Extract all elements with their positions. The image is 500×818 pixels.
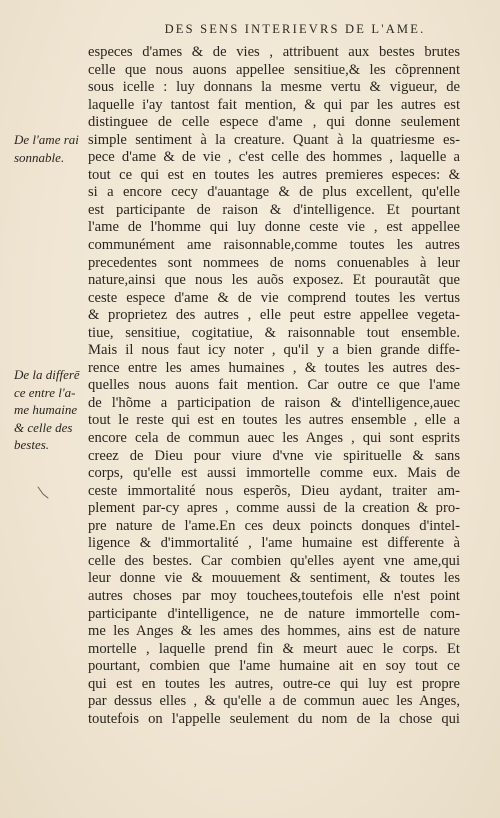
- text-line: ligence & d'immortalité , l'ame humaine est differente à: [88, 535, 460, 552]
- text-line: & proprietez des autres , elle peut estre appellee vegeta-: [88, 307, 460, 324]
- text-line: creez de Dieu pour viure d'vne vie spirituelle & sans: [88, 447, 460, 464]
- text-line: participante d'intelligence, ne de nature immortelle com-: [88, 605, 460, 622]
- text-line: rence entre les ames humaines , & toutes les autres des-: [88, 359, 460, 376]
- text-line: mortelle , laquelle prend fin & meurt auec le corps. Et: [88, 640, 460, 657]
- text-line: laquelle i'ay tantost fait mention, & qui par les autres est: [88, 96, 460, 113]
- text-line: quelles nous auons fait mention. Car outre ce que l'ame: [88, 377, 460, 394]
- text-line: est participante de raison & d'intelligence. Et pourtant: [88, 201, 460, 218]
- text-line: celle des bestes. Car combien qu'elles ayent vne ame,qui: [88, 552, 460, 569]
- text-line: pourtant, combien que l'ame humaine ait en soy tout ce: [88, 658, 460, 675]
- margin-note-line: bestes.: [14, 437, 50, 453]
- margin-note-line: sonnable.: [14, 149, 65, 165]
- margin-note-line: ce entre l'a-: [14, 384, 76, 400]
- text-line: precedentes sont nommees de noms conuenables à leur: [88, 254, 460, 271]
- text-line: distinguee de celle espece d'ame , qui donne seulement: [88, 114, 460, 131]
- text-line: pre nature de l'ame.En ces deux poincts donques d'intel-: [88, 517, 460, 534]
- text-line: autres choses par moy touchees,toutefois elle n'est point: [88, 587, 460, 604]
- body-text: [88, 44, 460, 728]
- text-line: pece d'ame & de vie , c'est celle des hommes , laquelle a: [88, 149, 460, 166]
- text-line: plement par-cy apres , comme aussi de la creation & pro-: [88, 500, 460, 517]
- text-line: Mais il nous faut icy noter , qu'il y a bien grande diffe-: [88, 342, 460, 359]
- margin-note-difference: [14, 366, 92, 454]
- text-line: toutefois on l'appelle seulement du nom de la chose qui: [88, 710, 460, 727]
- text-line: si a encore cecy d'auantage & de plus excellent, qu'elle: [88, 184, 460, 201]
- margin-note-line: me humaine: [14, 402, 78, 418]
- text-line: qui est en toutes les autres, outre-ce qui luy est propre: [88, 675, 460, 692]
- text-line: l'ame de l'homme qui luy donne ceste vie , est appellee: [88, 219, 460, 236]
- pencil-mark-icon: [36, 485, 50, 501]
- text-line: ceste immortalité nous esperõs, Dieu aydant, traiter am-: [88, 482, 460, 499]
- text-line: nature,ainsi que nous les auõs exposez. Et pourautãt que: [88, 272, 460, 289]
- text-line: especes d'ames & de vies , attribuent aux bestes brutes: [88, 44, 460, 60]
- text-line: communément ame raisonnable,comme toutes les autres: [88, 237, 460, 254]
- margin-note-line: De l'ame rai: [14, 132, 79, 147]
- text-line: leur donne vie & mouuement & sentiment, & toutes les: [88, 570, 460, 587]
- text-line: me les Anges & les ames des hommes, ains est de nature: [88, 623, 460, 640]
- margin-note-line: & celle des: [14, 419, 73, 435]
- text-line: ceste espece d'ame & de vie comprend toutes les vertus: [88, 289, 460, 306]
- text-line: tout ce qui est en toutes les autres premieres especes: &: [88, 166, 460, 183]
- margin-note-rational-soul: [14, 131, 92, 166]
- text-line: par dessus elles , & qu'elle a de commun auec les Anges,: [88, 693, 460, 710]
- text-line: tout le reste qui est en toutes les autres ensemble , elle a: [88, 412, 460, 429]
- text-line: de l'hõme a participation de raison & d'intelligence,auec: [88, 394, 460, 411]
- text-line: corps, qu'elle est aussi immortelle comme eux. Mais de: [88, 465, 460, 482]
- margin-note-line: De la differē: [14, 367, 80, 382]
- text-line: tiue, sensitiue, cogitatiue, & raisonnable tout ensemble.: [88, 324, 460, 341]
- text-line: celle que nous auons appellee sensitiue,& les cõprennent: [88, 61, 460, 78]
- text-line: encore cela de commun auec les Anges , qui sont esprits: [88, 430, 460, 447]
- text-line: sous icelle : luy donnans la mesme vertu & vigueur, de: [88, 79, 460, 96]
- text-line: simple sentiment à la creature. Quant à la quatriesme es-: [88, 131, 460, 148]
- running-head: DES SENS INTERIEVRS DE L'AME.: [164, 22, 426, 36]
